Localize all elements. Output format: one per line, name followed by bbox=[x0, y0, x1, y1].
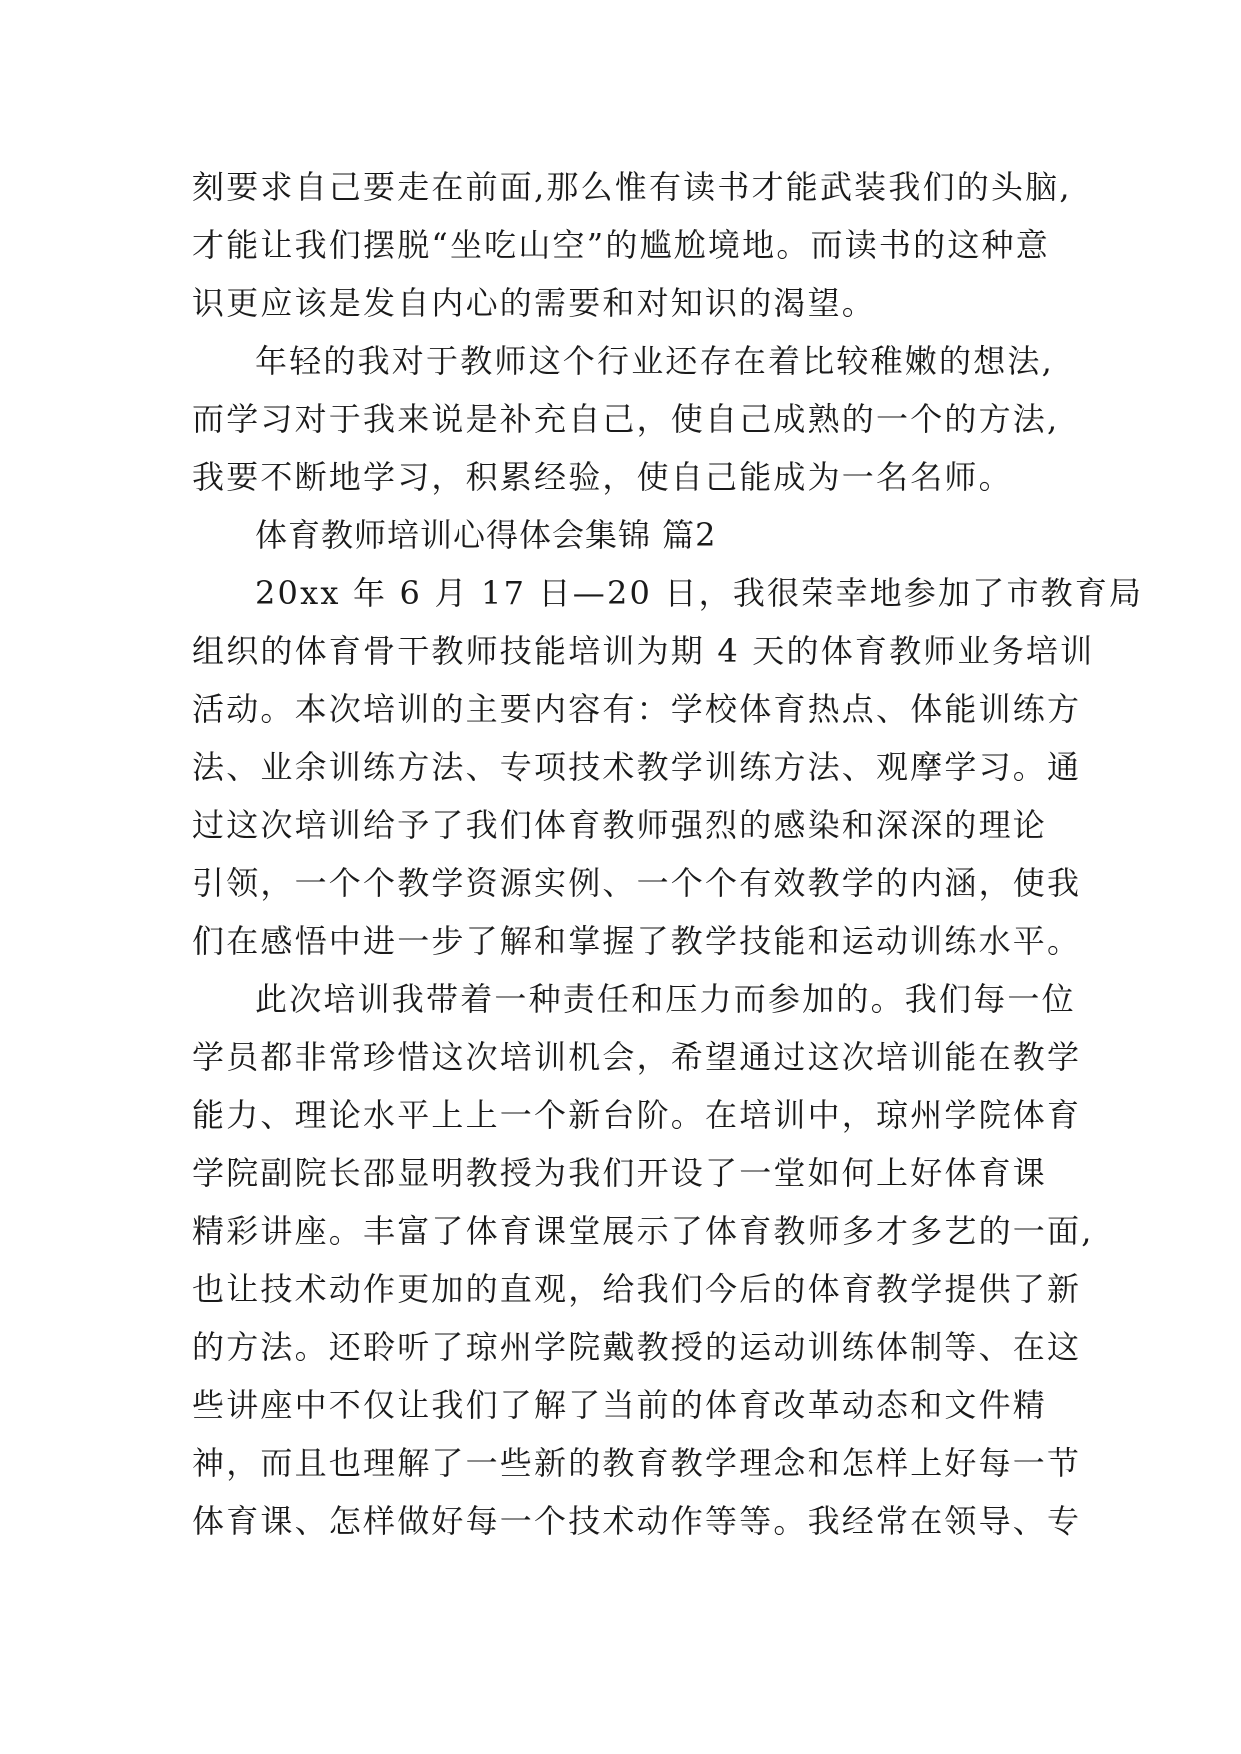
text-line: 能力、理论水平上上一个新台阶。在培训中，琼州学院体育 bbox=[192, 1096, 1082, 1134]
text-line: 们在感悟中进一步了解和掌握了教学技能和运动训练水平。 bbox=[192, 922, 1082, 960]
text-line: 活动。本次培训的主要内容有：学校体育热点、体能训练方 bbox=[192, 690, 1082, 728]
text-line: 学院副院长邵显明教授为我们开设了一堂如何上好体育课 bbox=[192, 1154, 1048, 1192]
text-line: 也让技术动作更加的直观，给我们今后的体育教学提供了新 bbox=[192, 1270, 1082, 1308]
text-line: 识更应该是发自内心的需要和对知识的渴望。 bbox=[192, 284, 877, 322]
text-line: 才能让我们摆脱“坐吃山空”的尴尬境地。而读书的这种意 bbox=[192, 226, 1050, 264]
text-line: 法、业余训练方法、专项技术教学训练方法、观摩学习。通 bbox=[192, 748, 1082, 786]
text-line: 的方法。还聆听了琼州学院戴教授的运动训练体制等、在这 bbox=[192, 1328, 1082, 1366]
text-line: 些讲座中不仅让我们了解了当前的体育改革动态和文件精 bbox=[192, 1386, 1048, 1424]
text-line: 我要不断地学习，积累经验，使自己能成为一名名师。 bbox=[192, 458, 1013, 496]
text-line: 过这次培训给予了我们体育教师强烈的感染和深深的理论 bbox=[192, 806, 1048, 844]
text-line: 学员都非常珍惜这次培训机会，希望通过这次培训能在教学 bbox=[192, 1038, 1082, 1076]
paragraph-first-line: 年轻的我对于教师这个行业还存在着比较稚嫩的想法, bbox=[255, 342, 1054, 380]
paragraph-first-line: 20xx 年 6 月 17 日—20 日，我很荣幸地参加了市教育局 bbox=[255, 574, 1144, 612]
text-line: 神，而且也理解了一些新的教育教学理念和怎样上好每一节 bbox=[192, 1444, 1082, 1482]
text-line: 而学习对于我来说是补充自己，使自己成熟的一个的方法, bbox=[192, 400, 1060, 438]
text-line: 组织的体育骨干教师技能培训为期 4 天的体育教师业务培训 bbox=[192, 632, 1095, 670]
section-heading: 体育教师培训心得体会集锦 篇2 bbox=[255, 516, 717, 554]
paragraph-first-line: 此次培训我带着一种责任和压力而参加的。我们每一位 bbox=[255, 980, 1076, 1018]
text-line: 体育课、怎样做好每一个技术动作等等。我经常在领导、专 bbox=[192, 1502, 1082, 1540]
text-line: 引领，一个个教学资源实例、一个个有效教学的内涵，使我 bbox=[192, 864, 1082, 902]
text-line: 精彩讲座。丰富了体育课堂展示了体育教师多才多艺的一面, bbox=[192, 1212, 1094, 1250]
text-line: 刻要求自己要走在前面,那么惟有读书才能武装我们的头脑, bbox=[192, 168, 1072, 206]
